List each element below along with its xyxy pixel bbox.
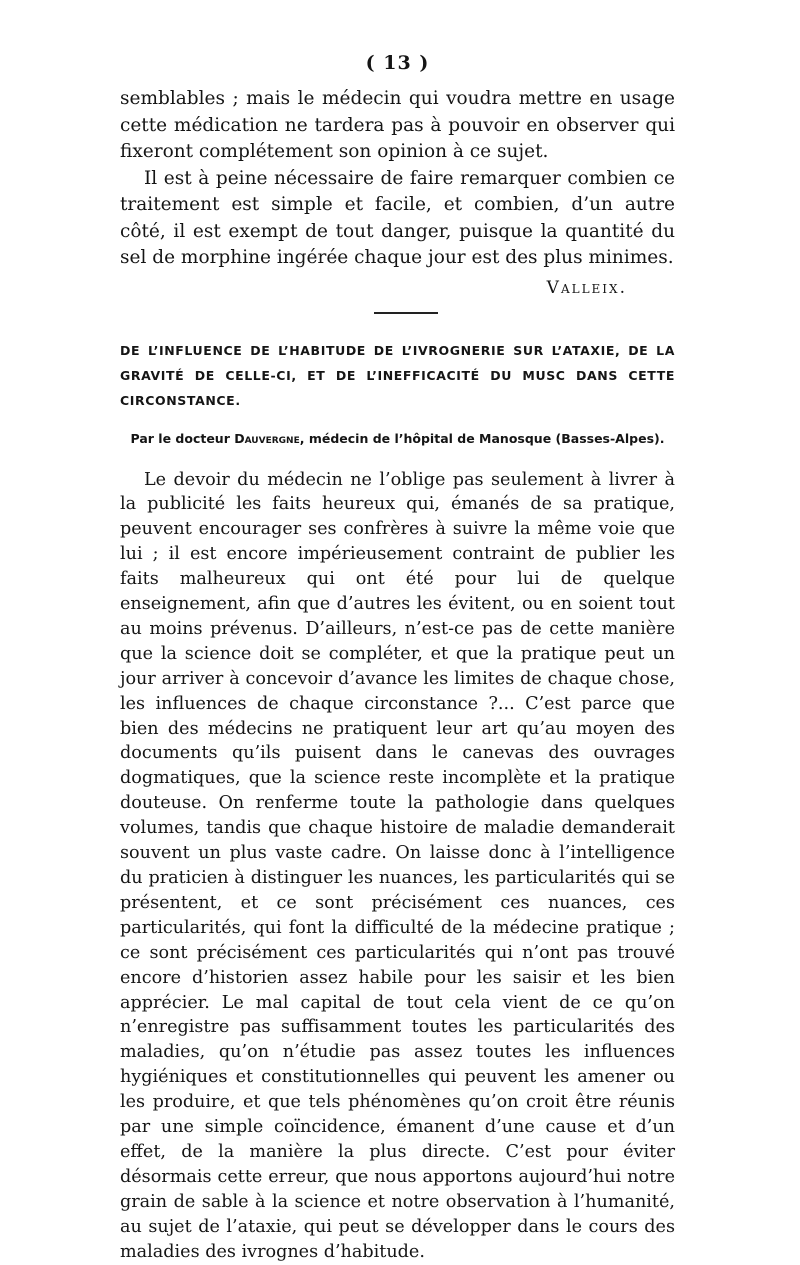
article-title: DE L’INFLUENCE DE L’HABITUDE DE L’IVROGNERIE SUR L’ATAXIE, DE LA GRAVITÉ DE CELLE-CI, ET DE L’INEFFICACITÉ DU MUSC DANS CETTE CIRCONSTANCE. <box>120 342 675 408</box>
opening-paragraph: semblables ; mais le médecin qui voudra mettre en usage cette médication ne tardera pas à pouvoir en observer qui fixeront complétement son opinion à ce sujet. <box>120 88 675 162</box>
byline-suffix: , médecin de l’hôpital de Manosque (Basses-Alpes). <box>299 430 665 446</box>
page-number: ( 13 ) <box>365 52 430 74</box>
second-paragraph: Il est à peine nécessaire de faire remarquer combien ce traitement est simple et facile, et combien, d’un autre côté, il est exempt de tout danger, puisque la quantité du sel de morphine ingérée chaque jour est des plus minimes. <box>120 167 675 268</box>
author-signature: Valleix. <box>546 277 627 298</box>
byline-author: Dauvergne <box>234 430 300 446</box>
article-body: Le devoir du médecin ne l’oblige pas seulement à livrer à la publicité les faits heureux qui, émanés de sa pratique, peuvent encourager ses confrères à suivre la même voie que lui ; il est encore impérieusement contraint de publier les faits malheureux qui ont été pour lui de quelque enseignement, afin que d’autres les évitent, ou en soient tout au moins prévenus. D’ailleurs, n’est-ce pas de cette manière que la science doit se compléter, et que la pratique peut un jour arriver à concevoir d’avance les limites de chaque chose, les influences de chaque circonstance ?... C’est parce que bien des médecins ne pratiquent leur art qu’au moyen des documents qu’ils puisent dans le canevas des ouvrages dogmatiques, que la science reste incomplète et la pratique douteuse. On renferme toute la pathologie dans quelques volumes, tandis que chaque histoire de maladie demanderait souvent un plus vaste cadre. On laisse donc à l’intelligence du praticien à distinguer les nuances, les particularités qui se présentent, et ce sont précisément ces nuances, ces particularités, qui font la difficulté de la médecine pratique ; ce sont précisément ces particularités qui n’ont pas trouvé encore d’historien assez habile pour les saisir et les bien apprécier. Le mal capital de tout cela vient de ce qu’on n’enregistre pas suffisamment toutes les particularités des maladies, qu’on n’étudie pas assez toutes les influences hygiéniques et constitutionnelles qui peuvent les amener ou les produire, et que tels phénomènes qu’on croit être réunis par une simple coïncidence, émanent d’une cause et d’un effet, de la manière la plus directe. C’est pour éviter désormais cette erreur, que nous apportons aujourd’hui notre grain de sable à la science et notre observation à l’humanité, au sujet de l’ataxie, qui peut se développer dans le cours des maladies des ivrognes d’habitude. <box>120 469 675 1262</box>
article-byline <box>120 431 675 446</box>
document-page <box>120 52 675 1265</box>
section-divider <box>374 312 438 314</box>
byline-prefix: Par le docteur <box>130 430 230 446</box>
